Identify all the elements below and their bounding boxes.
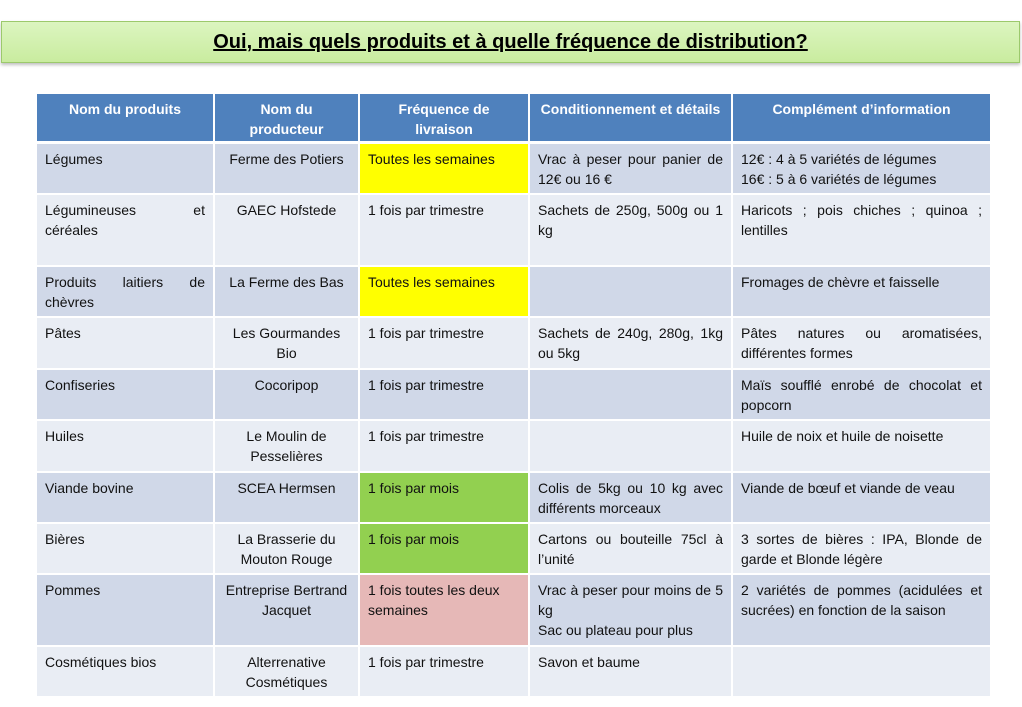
cell-conditionnement bbox=[529, 266, 732, 317]
table-row bbox=[37, 143, 991, 194]
info-line: 16€ : 5 à 6 variétés de légumes bbox=[741, 171, 937, 187]
table-row bbox=[37, 574, 991, 646]
cell-complement: 3 sortes de bières : IPA, Blonde de garde et Blonde légère bbox=[732, 523, 991, 574]
cell-produit: Confiseries bbox=[37, 369, 214, 420]
table-row bbox=[37, 523, 991, 574]
cell-produit: Légumineuses et céréales bbox=[37, 194, 214, 266]
cell-producteur: Ferme des Potiers bbox=[214, 143, 359, 194]
cell-producteur: GAEC Hofstede bbox=[214, 194, 359, 266]
cell-conditionnement: Sachets de 240g, 280g, 1kg ou 5kg bbox=[529, 317, 732, 369]
cell-producteur: La Ferme des Bas bbox=[214, 266, 359, 317]
table-header-row bbox=[37, 94, 991, 143]
info-line: 12€ : 4 à 5 variétés de légumes bbox=[741, 151, 937, 167]
table-row bbox=[37, 646, 991, 697]
cell-frequence: 1 fois par mois bbox=[359, 523, 529, 574]
conditionnement-line: Sac ou plateau pour plus bbox=[538, 621, 693, 638]
table-row bbox=[37, 266, 991, 317]
cell-frequence: Toutes les semaines bbox=[359, 143, 529, 194]
cell-produit: Cosmétiques bios bbox=[37, 646, 214, 697]
cell-produit: Pommes bbox=[37, 574, 214, 646]
cell-conditionnement bbox=[529, 574, 732, 646]
cell-complement bbox=[732, 143, 991, 194]
cell-frequence: 1 fois par trimestre bbox=[359, 317, 529, 369]
cell-produit: Bières bbox=[37, 523, 214, 574]
table-row bbox=[37, 420, 991, 472]
cell-conditionnement: Vrac à peser pour panier de 12€ ou 16 € bbox=[529, 143, 732, 194]
title-banner bbox=[1, 21, 1020, 63]
cell-conditionnement: Colis de 5kg ou 10 kg avec différents morceaux bbox=[529, 472, 732, 523]
cell-producteur: Entreprise Bertrand Jacquet bbox=[214, 574, 359, 646]
header-producteur: Nom du producteur bbox=[214, 94, 359, 143]
cell-conditionnement: Cartons ou bouteille 75cl à l’unité bbox=[529, 523, 732, 574]
cell-conditionnement: Sachets de 250g, 500g ou 1 kg bbox=[529, 194, 732, 266]
cell-conditionnement: Savon et baume bbox=[529, 646, 732, 697]
header-frequence: Fréquence de livraison bbox=[359, 94, 529, 143]
header-produit: Nom du produits bbox=[37, 94, 214, 143]
table-row bbox=[37, 369, 991, 420]
cell-producteur: Les Gourmandes Bio bbox=[214, 317, 359, 369]
cell-producteur: Alterrenative Cosmétiques bbox=[214, 646, 359, 697]
header-conditionnement: Conditionnement et détails bbox=[529, 94, 732, 143]
table-row bbox=[37, 472, 991, 523]
cell-frequence: 1 fois par mois bbox=[359, 472, 529, 523]
table-row bbox=[37, 194, 991, 266]
cell-complement: Pâtes natures ou aromatisées, différentes formes bbox=[732, 317, 991, 369]
cell-complement: Haricots ; pois chiches ; quinoa ; lentilles bbox=[732, 194, 991, 266]
cell-frequence: 1 fois toutes les deux semaines bbox=[359, 574, 529, 646]
page-title: Oui, mais quels produits et à quelle fréquence de distribution? bbox=[213, 30, 808, 53]
cell-conditionnement bbox=[529, 420, 732, 472]
header-complement: Complément d’information bbox=[732, 94, 991, 143]
cell-complement: Fromages de chèvre et faisselle bbox=[732, 266, 991, 317]
cell-produit: Produits laitiers de chèvres bbox=[37, 266, 214, 317]
cell-frequence: 1 fois par trimestre bbox=[359, 194, 529, 266]
cell-conditionnement bbox=[529, 369, 732, 420]
cell-frequence: 1 fois par trimestre bbox=[359, 369, 529, 420]
cell-frequence: Toutes les semaines bbox=[359, 266, 529, 317]
cell-produit: Viande bovine bbox=[37, 472, 214, 523]
cell-complement: Huile de noix et huile de noisette bbox=[732, 420, 991, 472]
cell-produit: Pâtes bbox=[37, 317, 214, 369]
products-table bbox=[37, 94, 992, 698]
cell-frequence: 1 fois par trimestre bbox=[359, 646, 529, 697]
cell-complement: 2 variétés de pommes (acidulées et sucrées) en fonction de la saison bbox=[732, 574, 991, 646]
cell-complement: Viande de bœuf et viande de veau bbox=[732, 472, 991, 523]
cell-producteur: SCEA Hermsen bbox=[214, 472, 359, 523]
cell-complement: Maïs soufflé enrobé de chocolat et popcorn bbox=[732, 369, 991, 420]
cell-producteur: Cocoripop bbox=[214, 369, 359, 420]
cell-producteur: La Brasserie du Mouton Rouge bbox=[214, 523, 359, 574]
cell-complement bbox=[732, 646, 991, 697]
cell-produit: Huiles bbox=[37, 420, 214, 472]
cell-frequence: 1 fois par trimestre bbox=[359, 420, 529, 472]
conditionnement-line: Vrac à peser pour moins de 5 kg bbox=[538, 581, 723, 618]
cell-produit: Légumes bbox=[37, 143, 214, 194]
table-row bbox=[37, 317, 991, 369]
cell-producteur: Le Moulin de Pesselières bbox=[214, 420, 359, 472]
